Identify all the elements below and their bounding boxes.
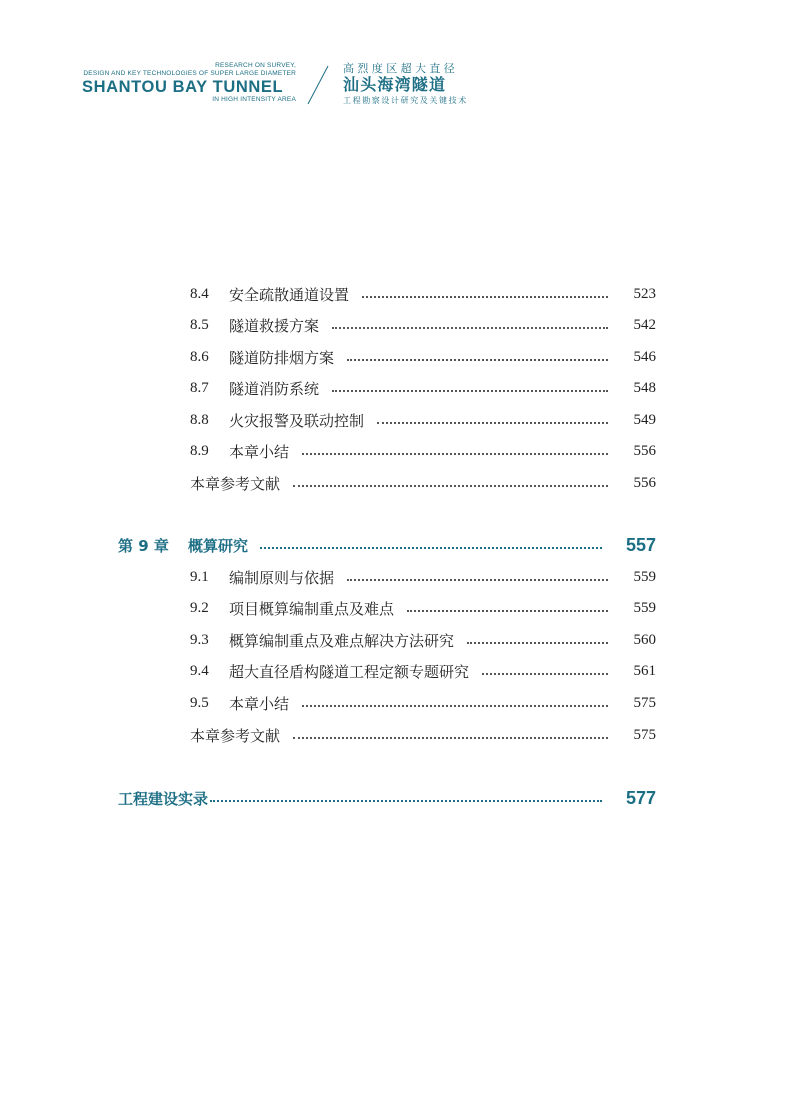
page-number: 556 (633, 442, 656, 459)
toc-entry-8-4[interactable] (190, 283, 656, 305)
dot-leader (347, 359, 608, 361)
toc-entry-9-4[interactable] (190, 660, 656, 682)
section-number: 8.6 (190, 348, 209, 365)
section-number: 8.5 (190, 316, 209, 333)
section-number: 8.9 (190, 442, 209, 459)
section-number: 8.8 (190, 411, 209, 428)
dot-leader (332, 327, 608, 329)
toc-entry-8-8[interactable] (190, 409, 656, 431)
dot-leader (210, 800, 602, 802)
page-number: 559 (633, 568, 656, 585)
chapter-title: 概算研究 (188, 536, 249, 555)
english-subtitle-line4: IN HIGH INTENSITY AREA (212, 96, 296, 103)
section-title: 概算编制重点及难点解决方法研究 (229, 631, 455, 650)
record-title: 工程建设实录 (118, 789, 209, 808)
dot-leader (293, 485, 608, 487)
english-title-block (82, 62, 296, 104)
dot-leader (407, 610, 608, 612)
section-title: 项目概算编制重点及难点 (229, 599, 395, 618)
section-title: 安全疏散通道设置 (229, 285, 350, 304)
english-title: SHANTOU BAY TUNNEL (82, 78, 284, 96)
page-number: 575 (633, 694, 656, 711)
page-number: 549 (633, 411, 656, 428)
chinese-subtitle-2: 工程勘察设计研究及关键技术 (343, 96, 468, 105)
section-title: 本章小结 (229, 442, 290, 461)
section-title: 隧道防排烟方案 (229, 348, 335, 367)
toc-chapter-9[interactable] (118, 534, 656, 556)
section-number: 9.4 (190, 662, 209, 679)
toc-entry-8-5[interactable] (190, 314, 656, 336)
page-number: 523 (633, 285, 656, 302)
page-number: 557 (625, 534, 656, 555)
toc-entry-9-2[interactable] (190, 597, 656, 619)
section-number: 8.7 (190, 379, 209, 396)
dot-leader (482, 673, 608, 675)
page-number: 575 (633, 726, 656, 743)
toc-entry-8-6[interactable] (190, 346, 656, 368)
page-number: 577 (625, 787, 656, 808)
page-number: 561 (633, 662, 656, 679)
section-title: 本章小结 (229, 694, 290, 713)
section-number: 8.4 (190, 285, 209, 302)
page-number: 556 (633, 474, 656, 491)
references-title: 本章参考文献 (190, 726, 281, 745)
dot-leader (347, 579, 608, 581)
dot-leader (302, 705, 608, 707)
section-number: 9.2 (190, 599, 209, 616)
dot-leader (302, 453, 608, 455)
toc-construction-record[interactable] (118, 787, 656, 809)
toc-entry-9-refs[interactable] (190, 724, 656, 746)
dot-leader (260, 547, 602, 549)
dot-leader (467, 642, 608, 644)
toc-entry-8-7[interactable] (190, 377, 656, 399)
references-title: 本章参考文献 (190, 474, 281, 493)
toc-entry-8-9[interactable] (190, 440, 656, 462)
section-title: 隧道救援方案 (229, 316, 320, 335)
slash-divider-icon (298, 0, 338, 110)
section-number: 9.3 (190, 631, 209, 648)
dot-leader (332, 390, 608, 392)
toc-entry-9-1[interactable] (190, 566, 656, 588)
chinese-title: 汕头海湾隧道 (343, 75, 447, 94)
page-number: 548 (633, 379, 656, 396)
section-number: 9.1 (190, 568, 209, 585)
page-number: 542 (633, 316, 656, 333)
section-number: 9.5 (190, 694, 209, 711)
dot-leader (293, 737, 608, 739)
page-header (0, 0, 790, 120)
section-title: 火灾报警及联动控制 (229, 411, 365, 430)
chinese-title-block (343, 62, 468, 106)
page-number: 559 (633, 599, 656, 616)
chapter-number: 第 9 章 (118, 536, 169, 555)
toc-entry-9-5[interactable] (190, 692, 656, 714)
toc-entry-8-refs[interactable] (190, 472, 656, 494)
dot-leader (377, 422, 608, 424)
section-title: 编制原则与依据 (229, 568, 335, 587)
page-number: 560 (633, 631, 656, 648)
chinese-subtitle: 高烈度区超大直径 (343, 62, 459, 75)
english-subtitle-line1: RESEARCH ON SURVEY, (215, 62, 296, 69)
english-subtitle-line2: DESIGN AND KEY TECHNOLOGIES OF SUPER LARGE DIAMETER (83, 70, 296, 77)
section-title: 隧道消防系统 (229, 379, 320, 398)
dot-leader (362, 296, 608, 298)
page-number: 546 (633, 348, 656, 365)
section-title: 超大直径盾构隧道工程定额专题研究 (229, 662, 470, 681)
toc-entry-9-3[interactable] (190, 629, 656, 651)
